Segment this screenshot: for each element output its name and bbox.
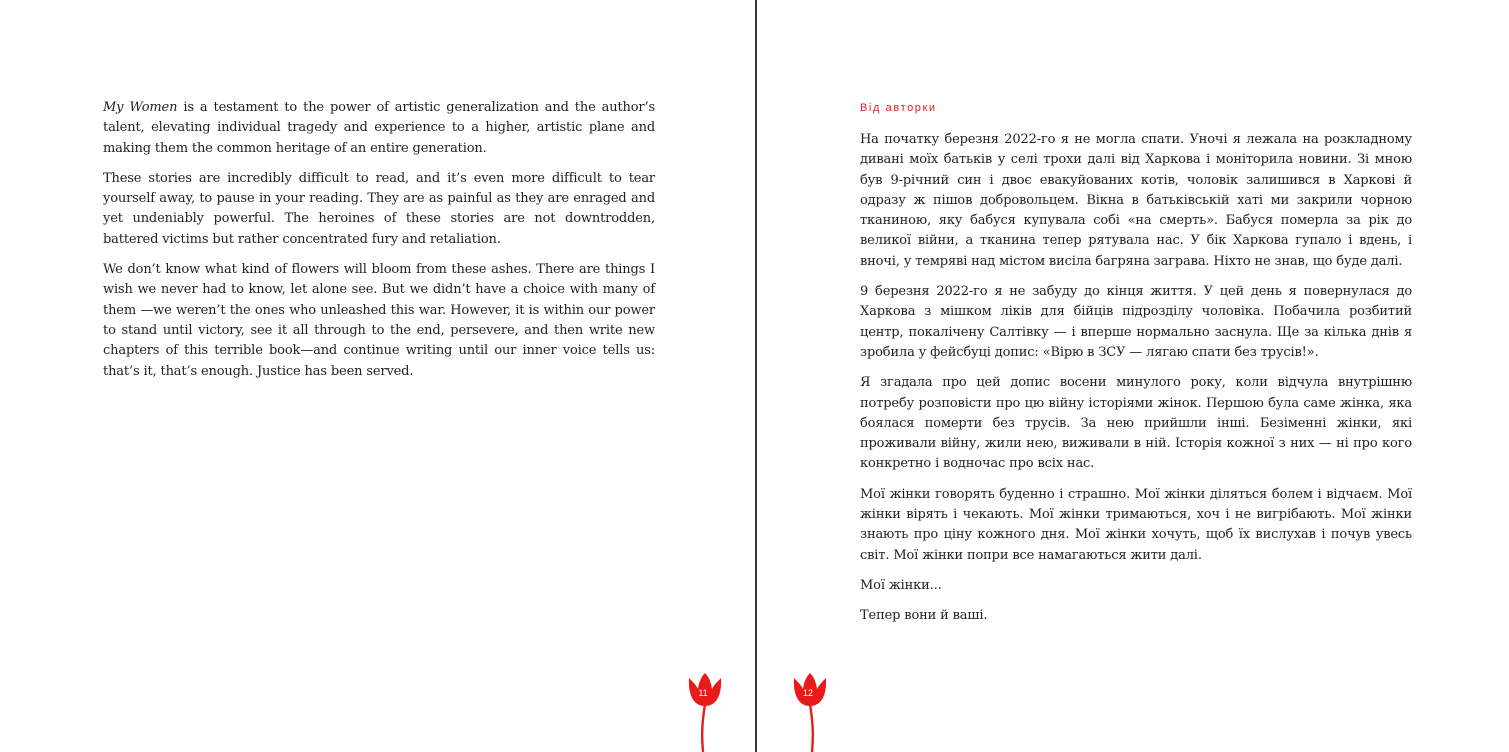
page-number-right: 12 — [802, 688, 813, 698]
right-tulip-icon — [790, 670, 830, 752]
left-paragraph-2: These stories are incredibly difficult to read, and it’s even more difficult to tear yourself away, to pause in your reading. They are as painful as they are enraged and yet undeniably powerful. The heroines of these stories are not downtrodden, battered victims but rather concentrated fury and retaliation. — [103, 170, 655, 247]
right-page — [757, 0, 1509, 752]
left-paragraph-1-text: is a testament to the power of artistic generalization and the author’s talent, elevating individual tragedy and experience to a higher, artistic plane and making them the common heritage of an entire generation. — [103, 100, 655, 156]
page-number-left: 11 — [698, 688, 708, 698]
left-page-text — [103, 98, 655, 392]
left-paragraph-1 — [103, 98, 655, 159]
right-paragraph-5: Мої жінки... — [860, 577, 942, 593]
right-paragraph-2: 9 березня 2022-го я не забуду до кінця життя. У цей день я повернулася до Харкова з мішком ліків для бійців підрозділу чоловіка. Побачила розбитий центр, покалічену Салтівку — і вперше нормально заснула. Ще за кілька днів я зробила у фейсбуці допис: «Вірю в ЗСУ — лягаю спати без трусів!». — [860, 284, 1412, 360]
tulip-icon — [790, 670, 830, 752]
right-paragraph-3: Я згадала про цей допис восени минулого року, коли відчула внутрішню потребу розповісти про цю війну історіями жінок. Першою була саме жінка, яка боялася померти без трусів. За нею прийшли інші. Безіменні жінки, які проживали війну, жили нею, виживали в ній. Історія кожної з них — ні про кого конкретно і водночас про всіх нас. — [860, 375, 1412, 472]
section-heading: Від авторки — [860, 102, 937, 114]
right-page-text — [860, 98, 1412, 637]
left-tulip-icon — [685, 670, 725, 752]
left-paragraph-3: We don’t know what kind of flowers will bloom from these ashes. There are things I wish we never had to know, let alone see. But we didn’t have a choice with many of them —we weren’t the ones who unleashed this war. However, it is within our power to stand until victory, see it all through to the end, persevere, and then write new chapters of this terrible book—and continue writing until our inner voice tells us: that’s it, that’s enough. Justice has been served. — [103, 262, 655, 379]
book-title: My Women — [103, 100, 178, 115]
right-paragraph-6: Тепер вони й ваші. — [860, 608, 988, 624]
right-paragraph-1: На початку березня 2022-го я не могла спати. Уночі я лежала на розкладному дивані моїх батьків у селі трохи далі від Харкова і моніторила новини. Зі мною був 9-річний син і двоє евакуйованих котів, чоловік залишився в Харкові й одразу ж пішов добровольцем. Вікна в батьківській хаті ми закрили чорною тканиною, яку бабуся купувала собі «на смерть». Бабуся померла за рік до великої війни, а тканина тепер рятувала нас. У бік Харкова гупало і вдень, і вночі, у темряві над містом висіла багряна заграва. Ніхто не знав, що буде далі. — [860, 132, 1412, 269]
tulip-icon — [685, 670, 725, 752]
right-paragraph-4: Мої жінки говорять буденно і страшно. Мої жінки діляться болем і відчаєм. Мої жінки вірять і чекають. Мої жінки тримаються, хоч і не вигрібають. Мої жінки знають про ціну кожного дня. Мої жінки хочуть, щоб їх вислухав і почув увесь світ. Мої жінки попри все намагаються жити далі. — [860, 486, 1412, 563]
